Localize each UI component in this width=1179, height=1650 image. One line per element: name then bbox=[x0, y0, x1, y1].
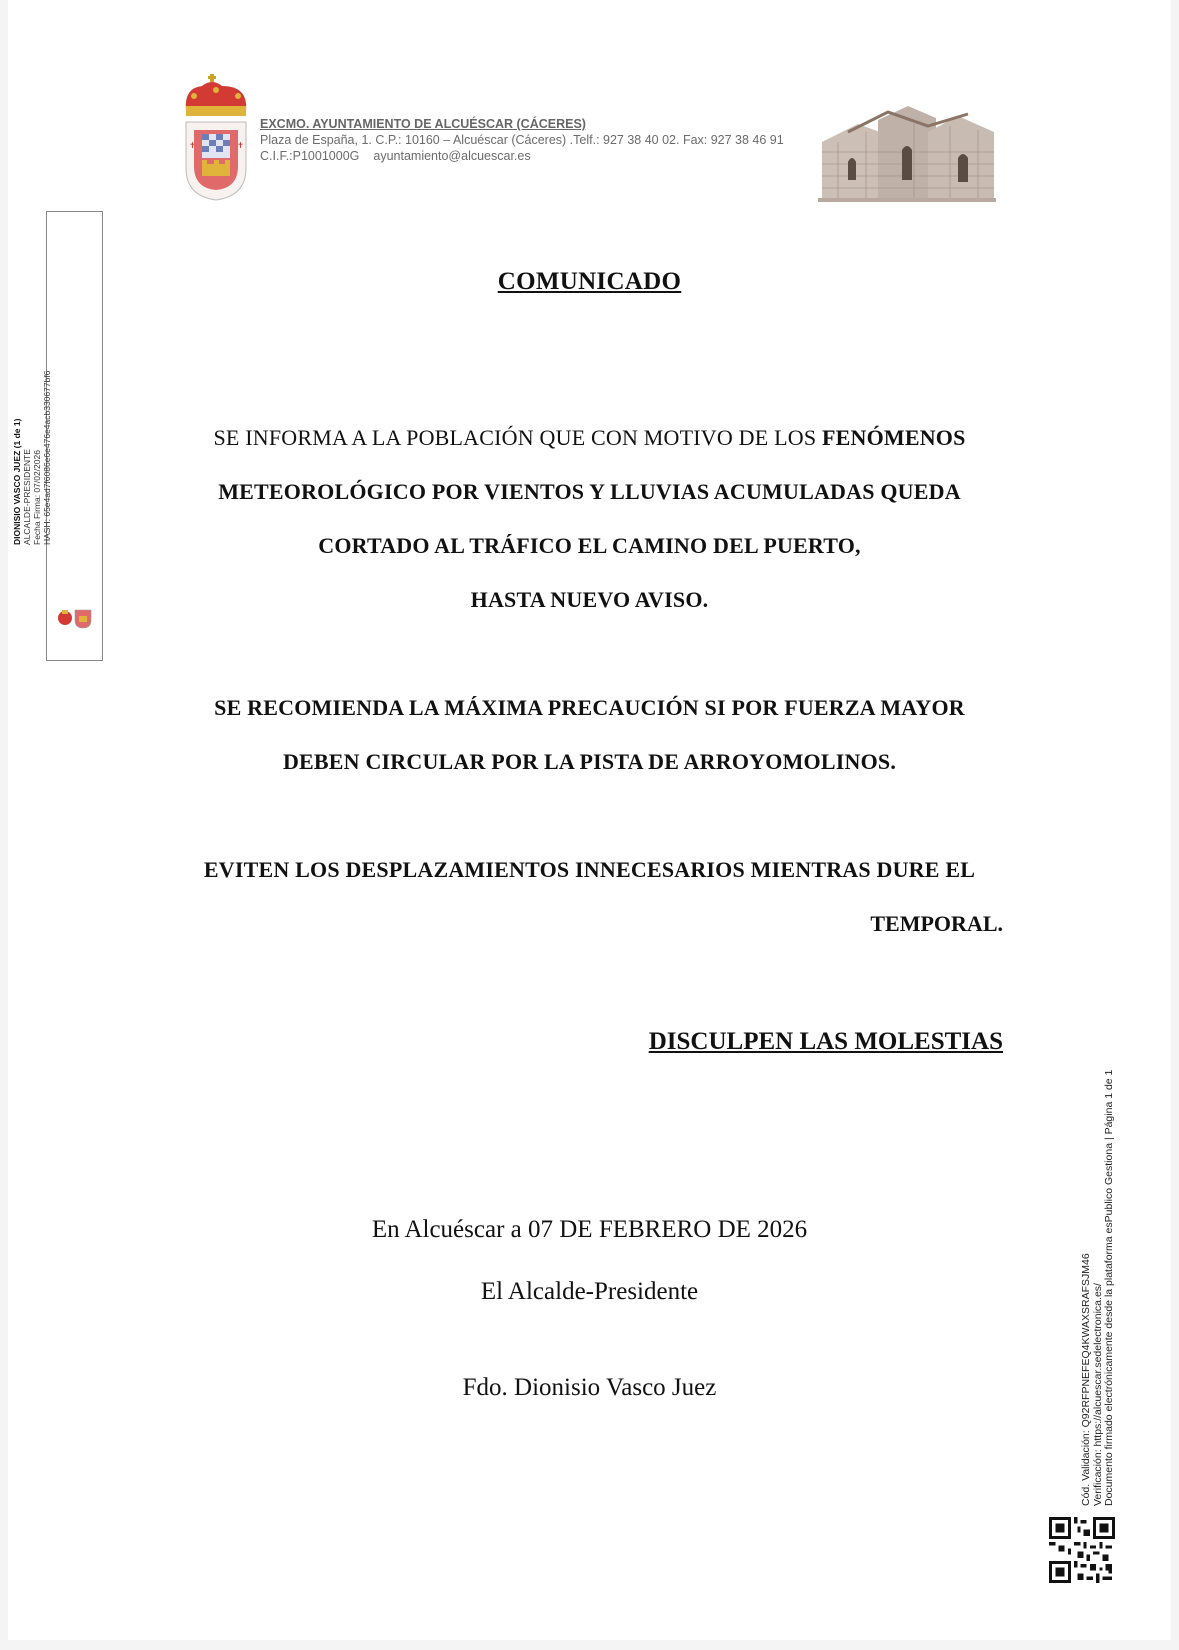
signer-name: Fdo. Dionisio Vasco Juez bbox=[462, 1374, 717, 1401]
document-title: COMUNICADO bbox=[497, 268, 682, 295]
coat-of-arms-logo bbox=[180, 72, 252, 204]
validation-code: Cód. Validación: Q92RFPNEFEQ4KWAXSRAFSJM46 bbox=[1080, 1253, 1092, 1506]
stamp-name: DIONISIO VASCO JUEZ (1 de 1) bbox=[12, 418, 22, 545]
recommendation-line-2: DEBEN CIRCULAR POR LA PISTA DE ARROYOMOLINOS. bbox=[282, 749, 897, 774]
svg-text:✝: ✝ bbox=[189, 141, 196, 150]
notice-line-4: HASTA NUEVO AVISO. bbox=[470, 587, 709, 612]
svg-text:✝: ✝ bbox=[237, 141, 244, 150]
org-address: Plaza de España, 1. C.P.: 10160 – Alcuéscar (Cáceres) .Telf.: 927 38 40 02. Fax: 927 38 46 91 bbox=[260, 133, 784, 147]
signature-stamp-text bbox=[12, 371, 52, 545]
warning-line-1: EVITEN LOS DESPLAZAMIENTOS INNECESARIOS MIENTRAS DURE EL bbox=[203, 857, 976, 882]
notice-line-1-text: SE INFORMA A LA POBLACIÓN QUE CON MOTIVO DE LOS bbox=[213, 425, 822, 450]
org-name: EXCMO. AYUNTAMIENTO DE ALCUÉSCAR (CÁCERES) bbox=[260, 117, 586, 131]
letterhead bbox=[260, 116, 784, 164]
warning-line-2: TEMPORAL. bbox=[870, 911, 1003, 936]
org-cif: C.I.F.:P1001000G bbox=[260, 149, 360, 163]
apology-text: DISCULPEN LAS MOLESTIAS bbox=[648, 1028, 1003, 1055]
notice-line-3: CORTADO AL TRÁFICO EL CAMINO DEL PUERTO, bbox=[318, 533, 861, 558]
org-email: ayuntamiento@alcuescar.es bbox=[373, 149, 531, 163]
notice-line-1 bbox=[0, 425, 1179, 451]
church-illustration bbox=[818, 102, 996, 202]
recommendation-line-1: SE RECOMIENDA LA MÁXIMA PRECAUCIÓN SI POR FUERZA MAYOR bbox=[214, 695, 965, 720]
notice-line-1-bold: FENÓMENOS bbox=[821, 425, 966, 450]
verification-url: Verificación: https://alcuescar.sedelectronica.es/ bbox=[1091, 1283, 1104, 1506]
verification-text bbox=[1081, 1070, 1116, 1506]
signer-role: El Alcalde-Presidente bbox=[480, 1278, 699, 1305]
stamp-role: ALCALDE-PRESIDENTE bbox=[22, 449, 32, 545]
stamp-hash: HASH: 65e4ad7f6086e6e476e4acb330677bf6 bbox=[42, 370, 52, 545]
verification-note: Documento firmado electrónicamente desde la plataforma esPublico Gestiona | Página 1 de 1 bbox=[1103, 1069, 1115, 1506]
qr-code-icon bbox=[1049, 1517, 1115, 1583]
stamp-date: Fecha Firma: 07/02/2026 bbox=[32, 450, 42, 545]
place-date: En Alcuéscar a 07 DE FEBRERO DE 2026 bbox=[371, 1216, 808, 1243]
notice-line-2: METEOROLÓGICO POR VIENTOS Y LLUVIAS ACUMULADAS QUEDA bbox=[218, 479, 961, 504]
